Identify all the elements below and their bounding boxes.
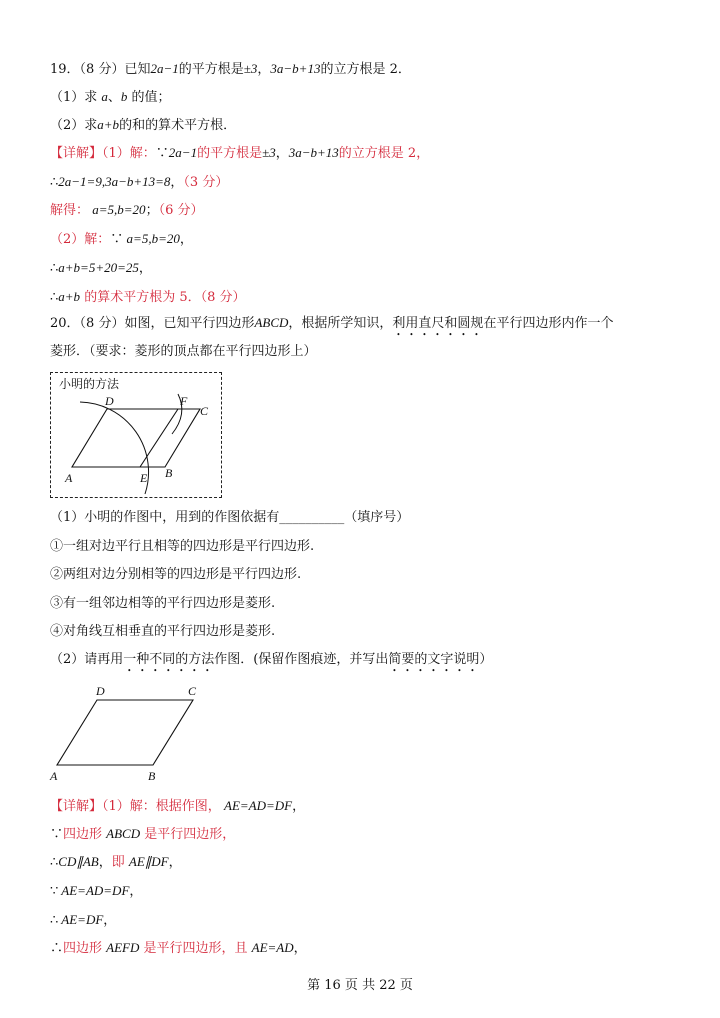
text-segment: 的平方根是 <box>178 62 244 77</box>
text-segment: （2）请再用 <box>50 652 124 667</box>
text-line <box>50 797 305 816</box>
math-expression: 2a−1=9,3a−b+13=8 <box>58 174 171 189</box>
answer-text: 解得： <box>50 203 90 218</box>
text-segment: ， <box>168 855 182 870</box>
math-expression: CD∥AB <box>58 854 99 869</box>
text-segment: ， <box>275 146 289 161</box>
label-d: D <box>105 394 114 408</box>
figure-title: 小明的方法 <box>59 377 120 391</box>
text-line <box>50 509 409 527</box>
text-segment: 20．（8 分）如图，已知平行四边形 <box>50 316 255 331</box>
figure-xiaoming-method <box>50 372 222 498</box>
math-expression: AE=DF <box>58 912 104 927</box>
text-segment: ∴ <box>50 290 59 305</box>
text-segment: ∵ <box>50 884 59 899</box>
text-line <box>50 825 235 844</box>
text-line <box>50 566 301 584</box>
text-line <box>50 314 613 339</box>
text-segment: ， <box>129 884 143 899</box>
text-line <box>50 882 142 901</box>
parallelogram-abcd <box>57 700 193 765</box>
text-line <box>50 595 275 613</box>
answer-text: 四边形 <box>63 827 107 842</box>
math-expression: a+b <box>58 289 81 304</box>
text-segment: ③有一组邻边相等的平行四边形是菱形. <box>50 596 276 611</box>
answer-text: （3 分） <box>183 175 229 190</box>
text-segment: 的和的算术平方根． <box>119 118 237 133</box>
label-c: C <box>200 404 209 418</box>
math-expression: AE=AD=DF <box>220 798 293 813</box>
parallelogram-construction-diagram <box>50 372 222 498</box>
math-expression: a <box>101 89 108 104</box>
label-e: E <box>140 471 148 485</box>
text-segment: ，根据所学知识， <box>288 316 393 331</box>
text-segment: 作图．(保留作图痕迹，并写出 <box>214 652 389 667</box>
text-line <box>50 88 171 107</box>
math-expression: 3a−b+13 <box>270 61 321 76</box>
arc-center-a <box>80 402 149 494</box>
label-c: C <box>188 684 197 698</box>
text-segment: 在平行四边形内作一个 <box>483 316 614 331</box>
text-segment: ∵ <box>155 146 169 161</box>
text-segment: ， <box>179 232 193 247</box>
math-expression: AEFD <box>106 940 140 955</box>
text-segment: ∵ <box>50 827 64 842</box>
math-expression: AE=AD <box>251 940 294 955</box>
math-expression: a+b=5+20=25 <box>58 260 139 275</box>
answer-text: 【详解】（1）解： <box>50 146 156 161</box>
math-expression: AE∥DF <box>128 854 169 869</box>
text-line <box>50 911 116 930</box>
text-segment: ①一组对边平行且相等的四边形是平行四边形. <box>50 539 315 554</box>
text-segment: ； <box>145 203 159 218</box>
answer-text: 的立方根是 2， <box>338 146 430 161</box>
text-segment: ， <box>98 855 112 870</box>
answer-text: 的平方根是 <box>197 146 263 161</box>
answer-text: 【详解】（1）解：根据作图， <box>50 799 221 814</box>
text-line <box>50 651 492 675</box>
text-segment: 利用直尺和圆规 <box>392 316 484 331</box>
label-d: D <box>96 684 105 698</box>
label-b: B <box>165 466 173 480</box>
text-line <box>50 623 275 641</box>
math-expression: a+b <box>97 117 120 132</box>
text-line <box>50 343 317 361</box>
text-segment: （1）求 <box>50 90 102 105</box>
text-segment: ∴ <box>50 941 64 956</box>
answer-text: 是平行四边形， <box>140 827 236 842</box>
label-f: F <box>180 394 188 408</box>
text-segment: ， <box>138 261 152 276</box>
text-segment: ， <box>293 941 307 956</box>
text-line <box>50 939 307 958</box>
text-line <box>50 853 182 872</box>
math-expression: ±3 <box>243 61 258 76</box>
text-segment: ） <box>479 652 493 667</box>
math-expression: a=5,b=20 <box>123 231 180 246</box>
segment-ef <box>140 409 178 467</box>
math-expression: ABCD <box>254 315 289 330</box>
text-segment: 菱形．（要求：菱形的顶点都在平行四边形上） <box>50 344 317 359</box>
text-line <box>50 201 203 220</box>
math-expression: b <box>120 89 128 104</box>
text-segment: ∴ <box>50 175 59 190</box>
math-expression: a=5,b=20 <box>89 202 146 217</box>
math-expression: 2a−1 <box>150 61 179 76</box>
text-line <box>50 60 411 79</box>
text-line <box>50 288 246 307</box>
text-segment: ， <box>292 799 306 814</box>
label-b: B <box>148 769 156 783</box>
math-expression: ABCD <box>106 826 141 841</box>
text-segment: （2）求 <box>50 118 98 133</box>
text-segment: ②两组对边分别相等的四边形是平行四边形. <box>50 567 302 582</box>
math-expression: ±3 <box>262 145 276 160</box>
answer-text: （2）解： <box>50 232 111 247</box>
text-segment: 的立方根是 2． <box>320 62 411 77</box>
text-line <box>50 144 429 163</box>
text-segment: ， <box>103 913 117 928</box>
answer-text: 是平行四边形，且 <box>139 941 252 956</box>
math-expression: AE=AD=DF <box>58 883 130 898</box>
text-segment: （1）小明的作图中，用到的作图依据有__________（填序号） <box>50 510 410 525</box>
text-segment: ， <box>170 175 184 190</box>
page-footer: 第 16 页 共 22 页 <box>307 978 413 993</box>
text-segment: 19．（8 分）已知 <box>50 62 151 77</box>
text-segment: ④对角线互相垂直的平行四边形是菱形. <box>50 624 276 639</box>
label-a: A <box>65 471 73 485</box>
text-segment: 的值； <box>127 90 171 105</box>
text-line <box>50 173 228 192</box>
label-a: A <box>50 769 58 783</box>
text-line <box>50 538 314 556</box>
answer-text: 的算术平方根为 5．（8 分） <box>80 290 246 305</box>
text-segment: 简要的文字说明 <box>388 652 480 667</box>
parallelogram-diagram-2 <box>40 680 220 785</box>
math-expression: 3a−b+13 <box>288 145 339 160</box>
text-segment: ∴ <box>50 855 59 870</box>
text-segment: ， <box>257 62 271 77</box>
text-segment: 、 <box>107 90 121 105</box>
math-expression: 2a−1 <box>168 145 198 160</box>
answer-text: （6 分） <box>158 203 204 218</box>
answer-text: 四边形 <box>63 941 107 956</box>
text-line <box>50 259 152 278</box>
text-line <box>50 230 193 249</box>
text-segment: 一种不同的方法 <box>123 652 215 667</box>
answer-text: 即 <box>111 855 129 870</box>
text-segment: ∴ <box>50 913 59 928</box>
text-segment: ∵ <box>110 232 124 247</box>
text-segment: ∴ <box>50 261 59 276</box>
text-line <box>50 116 236 135</box>
